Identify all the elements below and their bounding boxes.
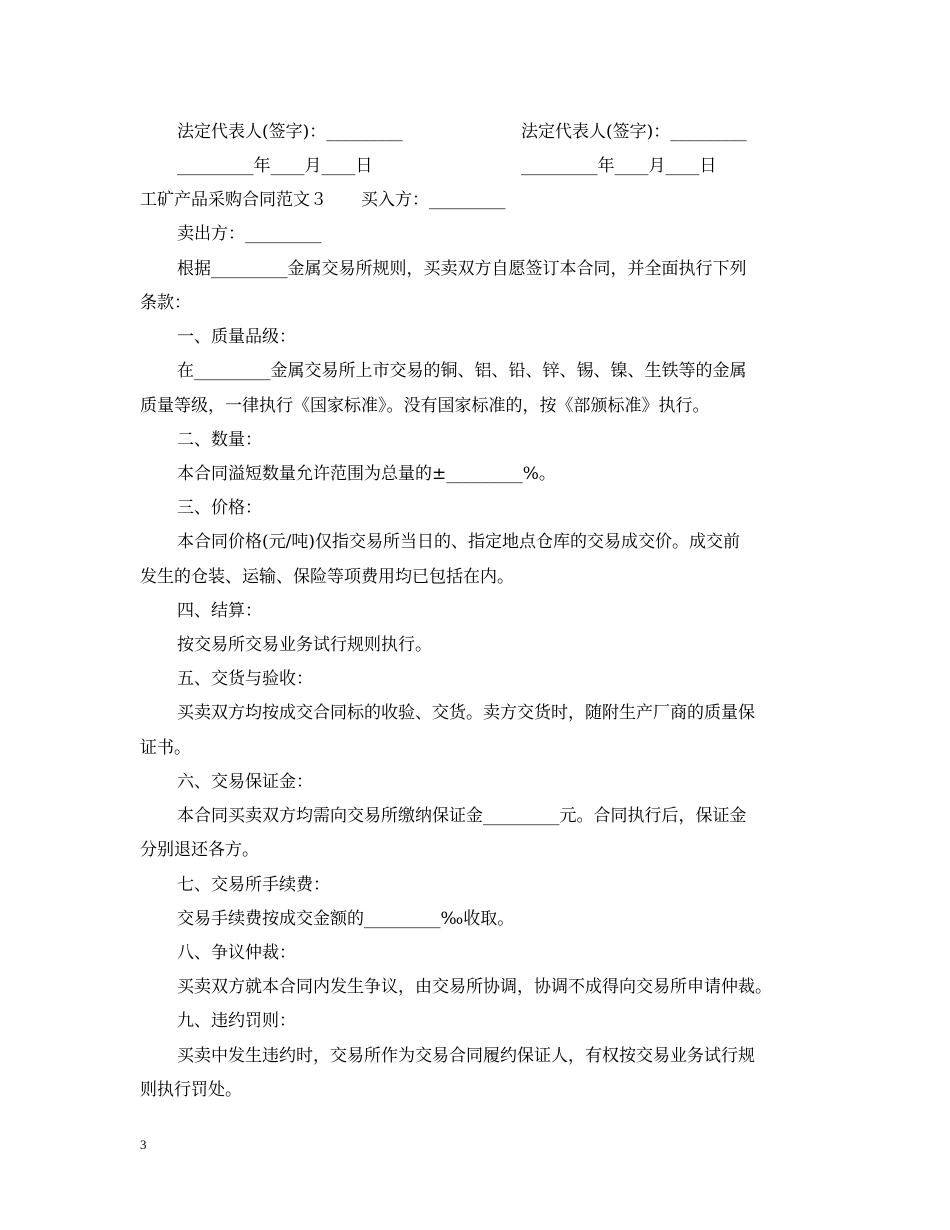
left-date: _________年____月____日 <box>177 156 373 176</box>
seller-line: 卖出方：_________ <box>177 224 322 244</box>
right-rep-signature: 法定代表人(签字)：_________ <box>521 122 747 142</box>
section-5-heading: 五、交货与验收： <box>177 669 313 689</box>
section-3-text-line-2: 发生的仓装、运输、保险等项费用均已包括在内。 <box>140 567 514 587</box>
section-2-text-line-1: 本合同溢短数量允许范围为总量的±_________%。 <box>177 464 556 484</box>
section-6-text-line-2: 分别退还各方。 <box>140 840 259 860</box>
section-1-text-line-1: 在_________金属交易所上市交易的铜、铝、铅、锌、锡、镍、生铁等的金属 <box>177 361 747 381</box>
intro-paragraph-line-1: 根据_________金属交易所规则，买卖双方自愿签订本合同，并全面执行下列 <box>177 259 747 279</box>
section-3-text-line-1: 本合同价格(元/吨)仅指交易所当日的、指定地点仓库的交易成交价。成交前 <box>177 532 740 552</box>
section-7-heading: 七、交易所手续费： <box>177 875 330 895</box>
page-number: 3 <box>140 1137 147 1152</box>
section-8-text-line-1: 买卖双方就本合同内发生争议，由交易所协调，协调不成得向交易所申请仲裁。 <box>177 977 772 997</box>
section-1-text-line-2: 质量等级，一律执行《国家标准》。没有国家标准的，按《部颁标准》执行。 <box>140 396 710 416</box>
section-6-heading: 六、交易保证金： <box>177 772 313 792</box>
section-6-text-line-1: 本合同买卖双方均需向交易所缴纳保证金_________元。合同执行后，保证金 <box>177 806 747 826</box>
section-4-heading: 四、结算： <box>177 601 262 621</box>
section-9-heading: 九、违约罚则： <box>177 1011 296 1031</box>
section-4-text-line-1: 按交易所交易业务试行规则执行。 <box>177 635 432 655</box>
section-7-text-line-1: 交易手续费按成交金额的_________‰收取。 <box>177 909 515 929</box>
contract-title-line: 工矿产品采购合同范文３ 买入方：_________ <box>140 190 506 210</box>
section-8-heading: 八、争议仲裁： <box>177 943 296 963</box>
section-9-text-line-1: 买卖中发生违约时，交易所作为交易合同履约保证人，有权按交易业务试行规 <box>177 1046 755 1066</box>
section-3-heading: 三、价格： <box>177 498 262 518</box>
section-1-heading: 一、质量品级： <box>177 327 296 347</box>
left-rep-signature: 法定代表人(签字)：_________ <box>177 122 403 142</box>
right-date: _________年____月____日 <box>521 156 717 176</box>
section-5-text-line-1: 买卖双方均按成交合同标的收验、交货。卖方交货时，随附生产厂商的质量保 <box>177 703 755 723</box>
section-2-heading: 二、数量： <box>177 430 262 450</box>
intro-paragraph-line-2: 条款： <box>140 293 191 313</box>
section-9-text-line-2: 则执行罚处。 <box>140 1080 242 1100</box>
section-5-text-line-2: 证书。 <box>140 738 191 758</box>
